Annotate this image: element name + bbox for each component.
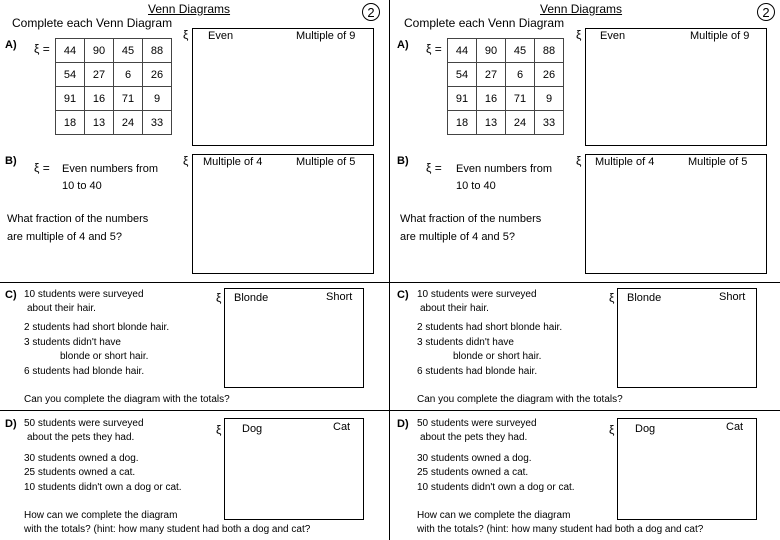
question-c-intro-line2: about their hair.: [27, 303, 96, 314]
grid-cell: 44: [448, 39, 477, 63]
question-c-label: C): [5, 289, 17, 301]
venn-d-universal-symbol: ξ: [609, 423, 615, 437]
grid-cell: 33: [143, 111, 172, 135]
venn-b-label-left: Multiple of 4: [203, 156, 263, 168]
section-divider: [390, 282, 780, 283]
grid-cell: 45: [506, 39, 535, 63]
grid-cell: 88: [143, 39, 172, 63]
grid-cell: 27: [477, 63, 506, 87]
grid-cell: 26: [143, 63, 172, 87]
grid-cell: 91: [56, 87, 85, 111]
question-b-label: B): [5, 155, 17, 167]
grid-cell: 9: [535, 87, 564, 111]
question-d-question-line2: with the totals? (hint: how many student had both a dog and cat?: [24, 524, 311, 535]
question-c-intro-line1: 10 students were surveyed: [24, 289, 144, 300]
venn-b-universal-symbol: ξ: [576, 154, 582, 168]
question-d-intro-line2: about the pets they had.: [27, 432, 135, 443]
venn-a-universal-symbol: ξ: [183, 28, 189, 42]
question-a-number-grid: [55, 38, 172, 135]
venn-a-label-right: Multiple of 9: [690, 30, 750, 42]
worksheet-title: Venn Diagrams: [148, 2, 231, 16]
grid-cell: 44: [56, 39, 85, 63]
venn-a-box: [585, 28, 767, 146]
grid-cell: 24: [114, 111, 143, 135]
venn-b-label-left: Multiple of 4: [595, 156, 655, 168]
grid-cell: 24: [506, 111, 535, 135]
question-a-number-grid: [447, 38, 564, 135]
worksheet-subtitle: Complete each Venn Diagram: [404, 16, 565, 30]
grid-cell: 54: [448, 63, 477, 87]
grid-cell: 54: [56, 63, 85, 87]
venn-d-label-right: Cat: [333, 421, 351, 433]
grid-cell: 91: [448, 87, 477, 111]
question-b-label: B): [397, 155, 409, 167]
venn-d-label-left: Dog: [635, 423, 656, 435]
question-c-question: Can you complete the diagram with the totals?: [24, 394, 230, 405]
question-d-question-line1: How can we complete the diagram: [24, 510, 178, 521]
grid-cell: 27: [85, 63, 114, 87]
question-d-question-line1: How can we complete the diagram: [417, 510, 571, 521]
grid-cell: 33: [535, 111, 564, 135]
question-c-intro-line2: about their hair.: [420, 303, 489, 314]
grid-cell: 16: [477, 87, 506, 111]
venn-a-label-left: Even: [600, 30, 626, 42]
grid-cell: 6: [506, 63, 535, 87]
grid-cell: 45: [114, 39, 143, 63]
question-c-intro-line1: 10 students were surveyed: [417, 289, 537, 300]
question-d-intro-line2: about the pets they had.: [420, 432, 528, 443]
question-d-label: D): [397, 418, 409, 430]
question-a-universal-symbol: ξ =: [34, 42, 50, 56]
question-d-intro-line1: 50 students were surveyed: [24, 418, 144, 429]
question-c-fact2-line1: 3 students didn't have: [417, 337, 514, 348]
grid-cell: 90: [477, 39, 506, 63]
question-b-universal-symbol: ξ =: [34, 161, 50, 175]
question-b-universal-line1: Even numbers from: [456, 163, 552, 175]
venn-c-label-left: Blonde: [627, 292, 662, 304]
question-d-fact1: 30 students owned a dog.: [417, 453, 532, 464]
question-a-universal-symbol: ξ =: [426, 42, 442, 56]
grid-cell: 13: [85, 111, 114, 135]
grid-cell: 6: [114, 63, 143, 87]
grid-cell: 18: [448, 111, 477, 135]
question-c-fact1: 2 students had short blonde hair.: [417, 322, 563, 333]
section-divider: [0, 410, 390, 411]
page-number-badge: 2: [362, 3, 380, 21]
grid-cell: 18: [56, 111, 85, 135]
question-c-fact3: 6 students had blonde hair.: [24, 366, 145, 377]
question-c-fact2-line2: blonde or short hair.: [60, 351, 149, 362]
venn-a-box: [192, 28, 374, 146]
question-a-label: A): [5, 39, 17, 51]
question-d-fact1: 30 students owned a dog.: [24, 453, 139, 464]
question-d-fact2: 25 students owned a cat.: [417, 467, 529, 478]
question-c-fact2-line2: blonde or short hair.: [453, 351, 542, 362]
question-c-question: Can you complete the diagram with the totals?: [417, 394, 623, 405]
question-b-question-line1: What fraction of the numbers: [400, 213, 542, 225]
venn-b-universal-symbol: ξ: [183, 154, 189, 168]
worksheet-title: Venn Diagrams: [540, 2, 623, 16]
grid-cell: 88: [535, 39, 564, 63]
section-divider: [0, 282, 390, 283]
grid-cell: 71: [506, 87, 535, 111]
question-b-question-line2: are multiple of 4 and 5?: [400, 231, 515, 243]
venn-c-label-left: Blonde: [234, 292, 269, 304]
grid-cell: 26: [535, 63, 564, 87]
grid-cell: 71: [114, 87, 143, 111]
venn-a-universal-symbol: ξ: [576, 28, 582, 42]
question-d-intro-line1: 50 students were surveyed: [417, 418, 537, 429]
question-d-fact2: 25 students owned a cat.: [24, 467, 136, 478]
worksheet-subtitle: Complete each Venn Diagram: [12, 16, 173, 30]
venn-b-label-right: Multiple of 5: [688, 156, 748, 168]
question-b-question-line2: are multiple of 4 and 5?: [7, 231, 122, 243]
grid-cell: 16: [85, 87, 114, 111]
venn-c-universal-symbol: ξ: [609, 291, 615, 305]
page-number-badge: 2: [757, 3, 775, 21]
section-divider: [390, 410, 780, 411]
question-c-label: C): [397, 289, 409, 301]
question-a-label: A): [397, 39, 409, 51]
venn-d-universal-symbol: ξ: [216, 423, 222, 437]
question-b-universal-symbol: ξ =: [426, 161, 442, 175]
question-c-fact1: 2 students had short blonde hair.: [24, 322, 170, 333]
question-c-fact3: 6 students had blonde hair.: [417, 366, 538, 377]
question-c-fact2-line1: 3 students didn't have: [24, 337, 121, 348]
question-d-fact3: 10 students didn't own a dog or cat.: [24, 482, 182, 493]
question-d-label: D): [5, 418, 17, 430]
grid-cell: 9: [143, 87, 172, 111]
venn-c-label-right: Short: [719, 291, 746, 303]
venn-b-label-right: Multiple of 5: [296, 156, 356, 168]
venn-d-label-right: Cat: [726, 421, 744, 433]
venn-a-label-right: Multiple of 9: [296, 30, 356, 42]
question-d-question-line2: with the totals? (hint: how many student had both a dog and cat?: [417, 524, 704, 535]
question-b-universal-line2: 10 to 40: [456, 180, 496, 192]
venn-c-label-right: Short: [326, 291, 353, 303]
grid-cell: 90: [85, 39, 114, 63]
question-b-universal-line1: Even numbers from: [62, 163, 158, 175]
question-d-fact3: 10 students didn't own a dog or cat.: [417, 482, 575, 493]
venn-a-label-left: Even: [208, 30, 234, 42]
venn-c-universal-symbol: ξ: [216, 291, 222, 305]
question-b-question-line1: What fraction of the numbers: [7, 213, 149, 225]
venn-d-label-left: Dog: [242, 423, 263, 435]
grid-cell: 13: [477, 111, 506, 135]
question-b-universal-line2: 10 to 40: [62, 180, 102, 192]
worksheet-right: [392, 0, 780, 540]
